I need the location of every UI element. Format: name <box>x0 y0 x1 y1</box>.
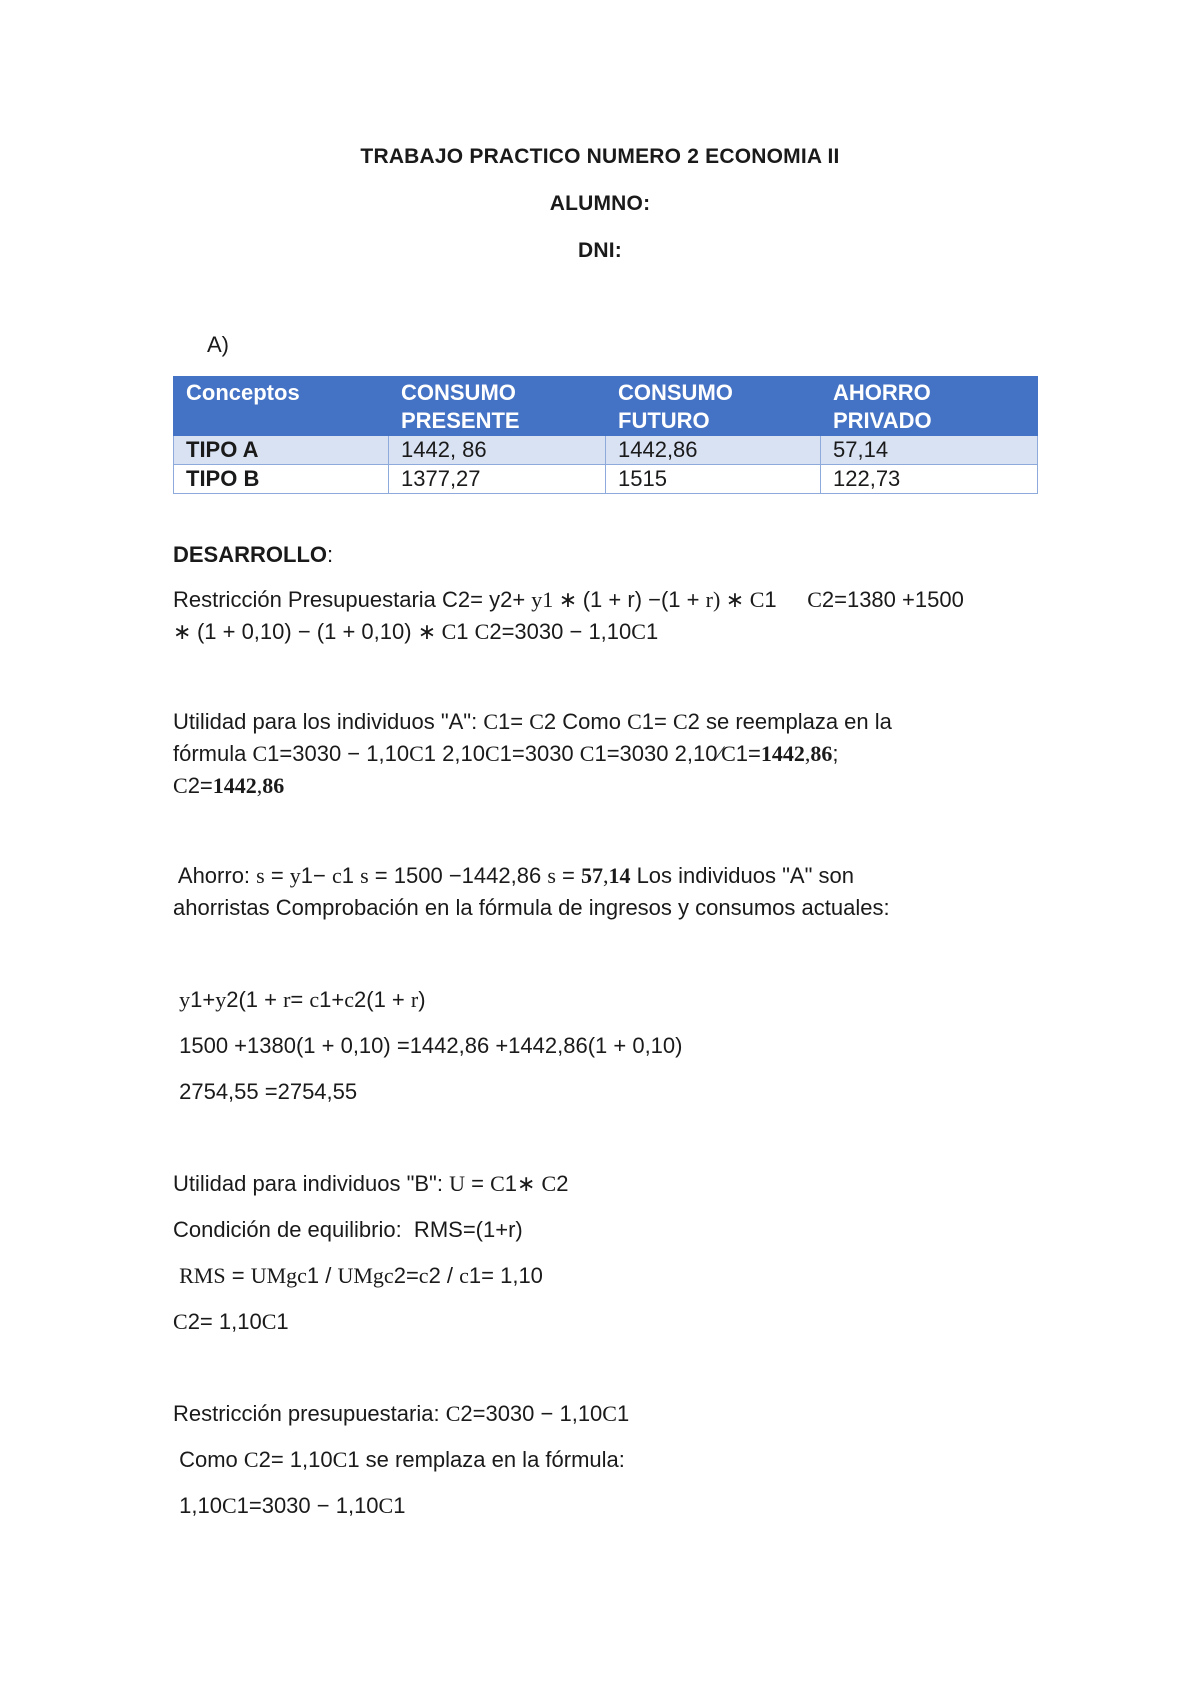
table-row <box>174 436 1038 465</box>
text-run: 1=3030 − 1,10 <box>236 1493 379 1518</box>
text-run: 2(1 + <box>226 987 284 1012</box>
text-run: 1 <box>764 587 808 612</box>
math-run: c <box>332 863 342 888</box>
math-run: , <box>804 741 811 766</box>
comprobacion-line-3: 2754,55 =2754,55 <box>173 1079 358 1104</box>
math-run: C <box>409 741 424 766</box>
text-run: 2= 1,10 <box>187 1309 262 1334</box>
math-run: C <box>261 1309 277 1334</box>
restriccion-line-2 <box>173 618 658 646</box>
text-run: 2 Como <box>543 709 628 734</box>
text-run: fórmula <box>173 741 253 766</box>
table-cell: 1442,86 <box>606 436 821 465</box>
restriccion-line-1 <box>173 586 964 614</box>
math-run: C <box>332 1447 348 1472</box>
desarrollo-colon: : <box>327 542 334 567</box>
text-run: 2= 1,10 <box>258 1447 333 1472</box>
text-run: 1= <box>498 709 530 734</box>
math-run: C <box>221 1493 237 1518</box>
math-run: y <box>215 987 227 1012</box>
header-cell: CONSUMO FUTURO <box>606 377 821 436</box>
comprobacion-line-2: 1500 +1380(1 + 0,10) =1442,86 +1442,86(1 + 0,10) <box>173 1033 683 1058</box>
text-run: (1 + 0,10) − (1 + 0,10) <box>196 619 418 644</box>
table-row <box>174 465 1038 494</box>
math-run: 86 <box>810 741 833 766</box>
math-run: C <box>529 709 544 734</box>
math-run: r <box>410 987 419 1012</box>
text-run: 1 <box>456 619 475 644</box>
math-run: c <box>459 1263 469 1288</box>
text-run: 2 se reemplaza en la <box>687 709 892 734</box>
math-run: UMgc <box>250 1263 307 1288</box>
math-run: C <box>807 587 822 612</box>
text-run: 2(1 + <box>354 987 411 1012</box>
restriccion2-line-1 <box>173 1400 629 1428</box>
dni-label: DNI: <box>578 239 622 262</box>
text-run: = <box>290 987 310 1012</box>
table-cell: 1442, 86 <box>389 436 606 465</box>
text-run: 1,10 <box>173 1493 222 1518</box>
text-run: 1 <box>276 1309 289 1334</box>
math-run: C <box>378 1493 394 1518</box>
text-run: 1=3030 2,10 <box>594 741 718 766</box>
text-run: 2= <box>393 1263 419 1288</box>
math-run: s <box>256 863 265 888</box>
text-run: = <box>555 863 581 888</box>
alumno-label: ALUMNO: <box>549 192 651 215</box>
text-run: 1 2,10 <box>423 741 485 766</box>
text-run: Ahorro: <box>173 863 257 888</box>
consumption-table <box>173 376 1038 494</box>
math-run: c <box>418 1263 429 1288</box>
text-run: 1 / <box>306 1263 338 1288</box>
table-cell: TIPO B <box>174 465 389 494</box>
section-a-label: A) <box>207 332 229 357</box>
text-run: 2 / <box>428 1263 460 1288</box>
table-cell: 1515 <box>606 465 821 494</box>
table-cell: TIPO A <box>174 436 389 465</box>
text-run: ) <box>418 987 426 1012</box>
math-run: ⁄C <box>717 741 736 766</box>
math-run: s <box>360 863 369 888</box>
desarrollo-heading <box>173 541 333 569</box>
math-run: 86 <box>262 773 285 798</box>
utilidad-b-line-2: Condición de equilibrio: RMS=(1+r) <box>173 1217 523 1242</box>
table-cell: 57,14 <box>821 436 1038 465</box>
restriccion2-line-2 <box>173 1446 625 1474</box>
text-run: 2 <box>556 1171 569 1196</box>
text-run: Como <box>173 1447 244 1472</box>
math-run: C <box>483 709 499 734</box>
text-run: 1=3030 − 1,10 <box>267 741 410 766</box>
math-run: 1442 <box>760 741 805 766</box>
math-run: 1442 <box>212 773 257 798</box>
text-run: = 1500 −1442,86 <box>368 863 548 888</box>
text-run: 1+ <box>319 987 345 1012</box>
text-run: Restricción Presupuestaria C2= y2+ <box>173 587 532 612</box>
math-run: C <box>252 741 268 766</box>
utilidad-a-line-2 <box>173 740 839 768</box>
math-run: c <box>344 987 355 1012</box>
math-run: C <box>490 1171 505 1196</box>
text-run: 1= <box>735 741 761 766</box>
math-run: y <box>179 987 191 1012</box>
math-run: C <box>173 773 188 798</box>
ahorro-line-2: ahorristas Comprobación en la fórmula de ingresos y consumos actuales: <box>173 895 890 920</box>
math-run: C <box>579 741 595 766</box>
text-run: Los individuos "A" son <box>630 863 854 888</box>
text-run: 1 <box>393 1493 406 1518</box>
text-run: = <box>465 1171 491 1196</box>
desarrollo-label: DESARROLLO <box>173 542 327 567</box>
math-run: RMS <box>179 1263 226 1288</box>
text-run: 1 <box>341 863 361 888</box>
text-run: 1− <box>300 863 332 888</box>
text-run: 1+ <box>190 987 216 1012</box>
math-run: U <box>449 1171 465 1196</box>
math-run: C <box>602 1401 617 1426</box>
math-run: C <box>541 1171 557 1196</box>
math-run: C <box>474 619 490 644</box>
header-cell: AHORRO PRIVADO <box>821 377 1038 436</box>
math-run: r <box>283 987 291 1012</box>
text-run: ; <box>832 741 839 766</box>
header-cell: CONSUMO PRESENTE <box>389 377 606 436</box>
math-run: s <box>547 863 556 888</box>
math-run: C <box>243 1447 259 1472</box>
text-run: 2=3030 − 1,10 <box>460 1401 603 1426</box>
restriccion2-line-3 <box>173 1492 405 1520</box>
comprobacion-line-1 <box>173 986 426 1014</box>
math-run: C <box>631 619 646 644</box>
text-run: 1 <box>645 619 659 644</box>
math-run: C <box>173 1309 188 1334</box>
utilidad-b-line-1 <box>173 1170 568 1198</box>
math-run: , <box>256 773 263 798</box>
text-run: = <box>264 863 290 888</box>
text-run: 1∗ <box>504 1171 542 1196</box>
header-cell: Conceptos <box>174 377 389 436</box>
math-run: y <box>289 863 301 888</box>
math-run: y1 ∗ <box>531 587 583 612</box>
table-cell: 122,73 <box>821 465 1038 494</box>
text-run: 1=3030 <box>499 741 580 766</box>
utilidad-a-line-3 <box>173 772 284 800</box>
math-run: ∗ C <box>417 619 457 644</box>
math-run: UMgc <box>337 1263 394 1288</box>
math-run: , <box>602 863 609 888</box>
text-run: 1= <box>641 709 673 734</box>
math-run: C <box>445 1401 461 1426</box>
utilidad-a-line-1 <box>173 708 892 736</box>
math-run: r) ∗ C <box>705 587 765 612</box>
text-run: 1= 1,10 <box>468 1263 543 1288</box>
text-run: Restricción presupuestaria: <box>173 1401 446 1426</box>
ahorro-line-1 <box>173 862 854 890</box>
math-run: C <box>627 709 642 734</box>
text-run: 2=1380 +1500 <box>821 587 964 612</box>
math-run: 14 <box>608 863 631 888</box>
text-run: 1 se remplaza en la fórmula: <box>347 1447 625 1472</box>
text-run: (1 + r) −(1 + <box>582 587 706 612</box>
math-run: C <box>484 741 500 766</box>
text-run: = <box>225 1263 251 1288</box>
text-run: Utilidad para los individuos "A": <box>173 709 484 734</box>
text-run: 2= <box>187 773 213 798</box>
table-header-row <box>174 377 1038 436</box>
document-title: TRABAJO PRACTICO NUMERO 2 ECONOMIA II <box>360 145 840 168</box>
math-run: C <box>672 709 688 734</box>
utilidad-b-line-4 <box>173 1308 289 1336</box>
text-run: 1 <box>616 1401 630 1426</box>
text-run: 2=3030 − 1,10 <box>489 619 632 644</box>
table-cell: 1377,27 <box>389 465 606 494</box>
math-run: ∗ <box>173 619 197 644</box>
math-run: c <box>309 987 320 1012</box>
text-run: Utilidad para individuos "B": <box>173 1171 450 1196</box>
math-run: 57 <box>580 863 603 888</box>
utilidad-b-line-3 <box>173 1262 543 1290</box>
